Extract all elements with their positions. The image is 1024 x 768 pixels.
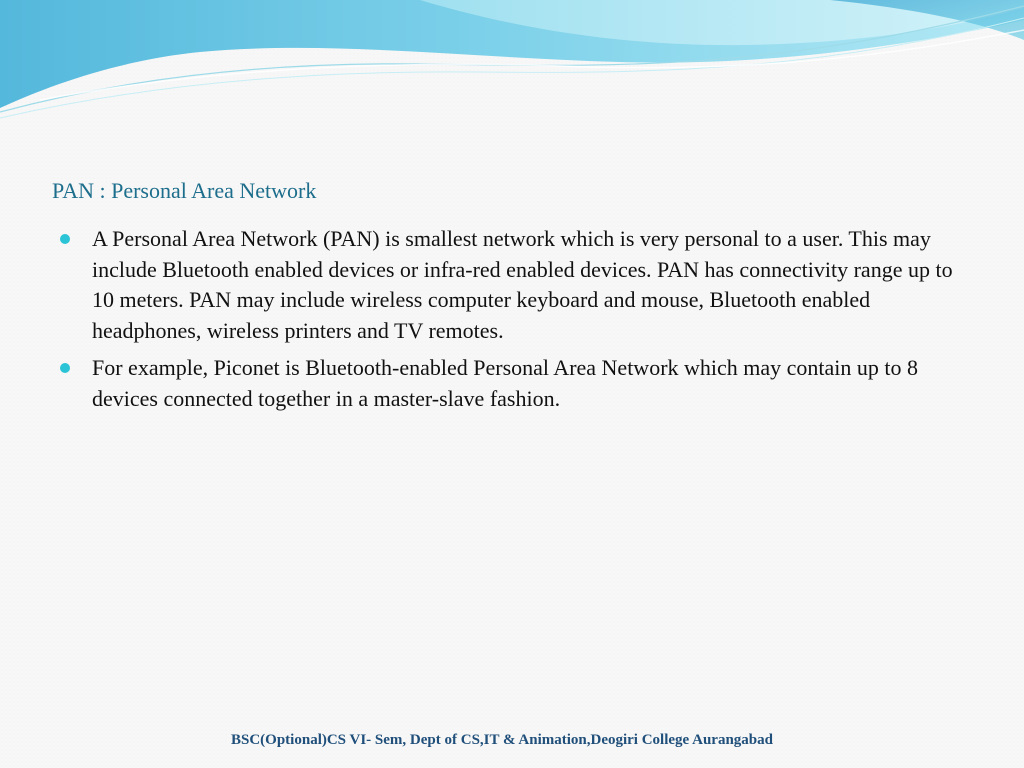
bullet-item — [60, 224, 960, 346]
bullet-list — [60, 224, 960, 421]
slide-footer: BSC(Optional)CS VI- Sem, Dept of CS,IT & Animation,Deogiri College Aurangabad — [231, 732, 773, 748]
header-wave-decoration — [0, 0, 1024, 130]
bullet-text: A Personal Area Network (PAN) is smallest network which is very personal to a user. This may include Bluetooth enabled devices or infra-red enabled devices. PAN has connectivity range up to 10 meters. PAN may include wireless computer keyboard and mouse, Bluetooth enabled headphones, wireless printers and TV remotes. — [92, 226, 953, 343]
slide-title: PAN : Personal Area Network — [52, 178, 317, 203]
bullet-dot-icon — [60, 234, 70, 244]
bullet-dot-icon — [60, 363, 70, 373]
bullet-item — [60, 353, 960, 414]
bullet-text: For example, Piconet is Bluetooth-enabled Personal Area Network which may contain up to 8 devices connected together in a master-slave fashion. — [92, 355, 919, 411]
